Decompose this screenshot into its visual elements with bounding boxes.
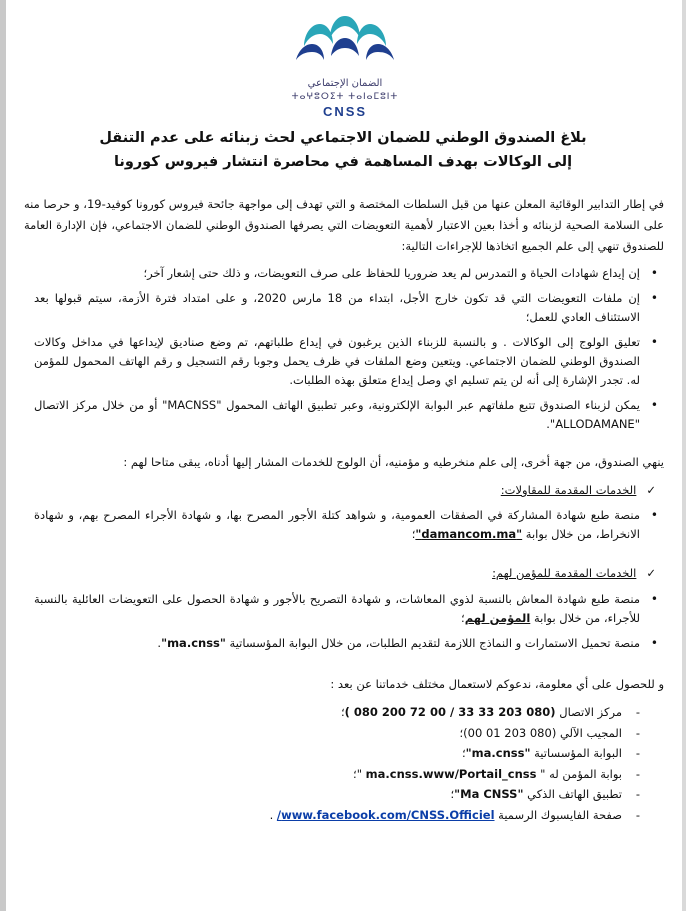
list-item [34, 506, 664, 544]
contact-item-mobile-app [86, 784, 646, 805]
item-end: ؛ [411, 527, 416, 541]
check-icon: ✓ [646, 566, 656, 580]
contact-label: صفحة الفايسبوك الرسمية [494, 807, 622, 822]
section-insured-heading [492, 564, 656, 582]
page-edge-left [0, 0, 6, 911]
section-employers-title: الخدمات المقدمة للمقاولات: [500, 483, 637, 497]
contact-value: (080 203 01 00) [463, 725, 557, 740]
list-item: • يمكن لزبناء الصندوق تتبع ملفاتهم عبر البوابة الإلكترونية، وعبر تطبيق الهاتف المحمول "MACNSS" أو من خلال مركز الاتصال "ALLODAMANE". [34, 396, 664, 434]
ma-cnss-portal-link[interactable]: "ma.cnss" [161, 636, 226, 650]
contact-item-insured-portal [86, 764, 646, 785]
item-end: ؛ [450, 787, 455, 801]
logo-arabic-name: الضمان الإجتماعي [307, 78, 383, 89]
item-end: "؛ [353, 766, 366, 781]
logo-acronym: CNSS [322, 104, 368, 119]
contact-intro: و للحصول على أي معلومة، ندعوكم لاستعمال مختلف خدماتنا عن بعد : [330, 677, 664, 691]
item-end: . [157, 636, 162, 650]
contact-label: بوابة المؤمن له " [536, 766, 622, 781]
section-insured-title: الخدمات المقدمة للمؤمن لهم: [492, 566, 637, 580]
cnss-emblem-icon [290, 8, 400, 68]
list-item [34, 634, 664, 653]
insured-portal-link[interactable]: المؤمن لهم [464, 611, 531, 625]
damancom-portal-link[interactable]: "damancom.ma" [415, 527, 523, 541]
item-end: ؛ [340, 705, 345, 719]
employers-services-list [34, 506, 664, 550]
services-intro: ينهي الصندوق، من جهة أخرى، إلى علم منخرطيه و مؤمنيه، أن الولوج للخدمات المشار إليها أدناه، يبقى متاحا لهم : [123, 455, 664, 469]
contact-value[interactable]: ma.cnss.www/Portail_cnss [365, 766, 537, 781]
contact-value[interactable]: "ma.cnss" [465, 746, 531, 760]
contact-item-facebook [86, 805, 646, 826]
contact-label: البوابة المؤسساتية [530, 746, 622, 760]
employer-service-text: منصة طبع شهادة المشاركة في الصفقات العمومية، و شواهد كتلة الأجور المصرح بها، و شهادة الأجراء المصرح بهم، و شهادة الانخراط، من خلال بوابة [34, 508, 640, 541]
item-end: ؛ [459, 725, 464, 740]
logo-tifinagh-name: ⵜⴰⵖⵓⵔⵉⵜ ⵜⴰⵏⴰⵎⵓⵏⵜ [291, 92, 399, 102]
insured-service-text: منصة طبع شهادة المعاش بالنسبة لذوي المعاشات، و شهادة التصريح بالأجور و شهادة الحصول على التعويضات العائلية بالنسبة للأجراء، من خلال بوابة [34, 592, 640, 625]
facebook-link[interactable]: www.facebook.com/CNSS.Officiel/ [276, 807, 495, 822]
page-edge-right [682, 0, 686, 911]
contact-item-call-center [86, 702, 646, 723]
contacts-list [86, 702, 646, 825]
contact-item-voice-server [86, 723, 646, 744]
item-end: ؛ [462, 746, 466, 760]
list-item [34, 590, 664, 628]
item-end: ؛ [461, 611, 465, 625]
contact-value[interactable]: "Ma CNSS" [454, 787, 524, 801]
section-employers-heading [501, 481, 656, 499]
title-line-1: بلاغ الصندوق الوطني للضمان الاجتماعي لحث زبنائه على عدم التنقل [99, 130, 587, 146]
insured-services-list [34, 590, 664, 659]
list-item: • إن ملفات التعويضات التي قد تكون خارج الأجل، ابتداء من 18 مارس 2020، و على امتداد فترة الأزمة، سيتم قبولها بعد الاستئناف العادي للعمل؛ [34, 289, 664, 327]
contact-label: مركز الاتصال [555, 705, 622, 719]
contact-value: (080 203 33 33 / 00 72 200 080 ) [344, 705, 556, 719]
title-line-2: إلى الوكالات بهدف المساهمة في محاصرة انتشار فيروس كورونا [113, 154, 573, 170]
list-item: • إن إيداع شهادات الحياة و التمدرس لم يعد ضروريا للحفاظ على صرف التعويضات، و ذلك حتى إشعار آخر؛ [34, 264, 664, 283]
insured-service-text: منصة تحميل الاستمارات و النماذج اللازمة لتقديم الطلبات، من خلال البوابة المؤسساتية [225, 636, 640, 650]
measures-list [34, 264, 664, 440]
intro-paragraph: في إطار التدابير الوقائية المعلن عنها من قبل السلطات المختصة و التي تهدف إلى مواجهة جائحة فيروس كورونا كوفيد-19، و حرصا منه على السلامة الصحية لزبنائه و أخذا بعين الاعتبار لأهمية التعويضات التي يصرفها الصندوق الوطني للضمان الاجتماعي، فإن الإدارة العامة للصندوق تنهي إلى علم الجميع اتخاذها للإجراءات التالية: [24, 197, 664, 253]
item-end: . [269, 807, 277, 822]
contact-item-portal [86, 743, 646, 764]
page-title [60, 126, 626, 174]
list-item: • تعليق الولوج إلى الوكالات . و بالنسبة للزبناء الذين يرغبون في إيداع طلباتهم، تم وضع صناديق لإيداعها في مداخل وكالات الصندوق الوطني للضمان الاجتماعي. ويتعين وضع الملفات في ظرف يحمل وجوبا رقم التسجيل و رقم الهاتف المحمول للمؤمن له. تجدر الإشارة إلى أنه لن يتم تسليم اي وصل إيداع متعلق بهذه الطلبات. [34, 333, 664, 390]
contact-label: المجيب الآلي [556, 725, 622, 740]
check-icon: ✓ [646, 483, 656, 497]
contact-label: تطبيق الهاتف الذكي [523, 787, 622, 801]
